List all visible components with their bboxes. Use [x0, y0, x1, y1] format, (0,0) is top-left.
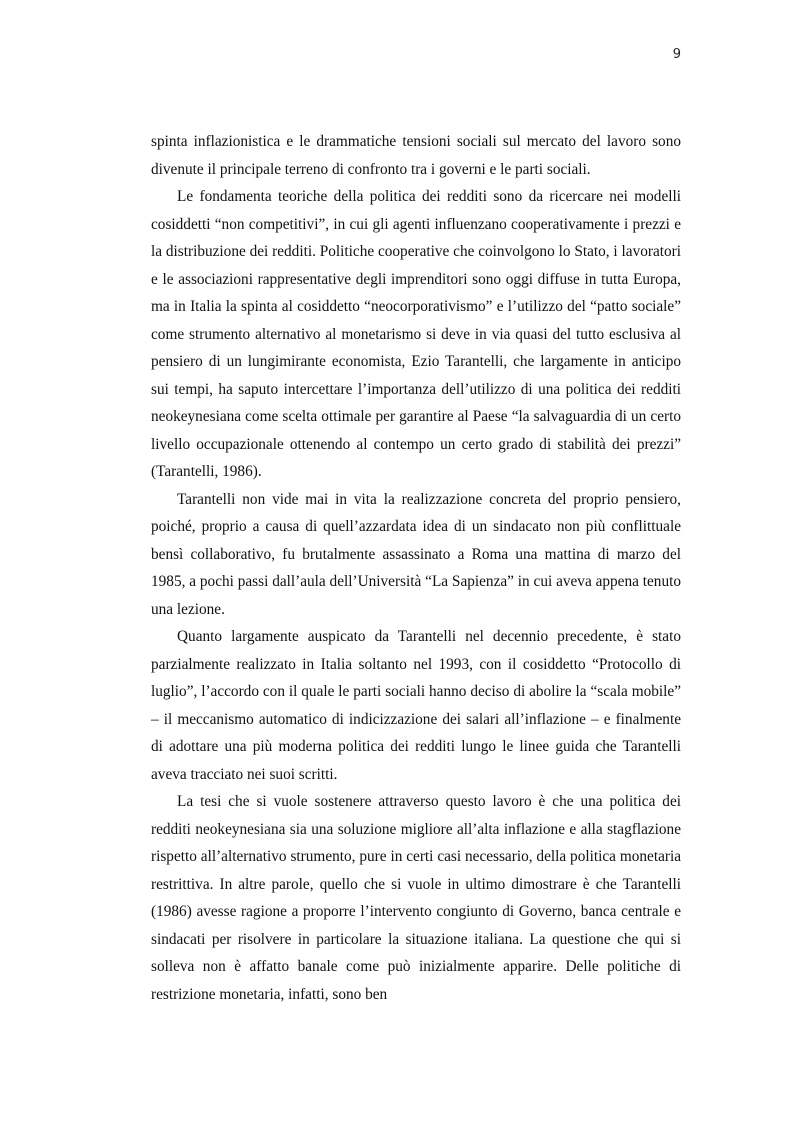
paragraph-tarantelli-death: Tarantelli non vide mai in vita la realizzazione concreta del proprio pensiero, poiché, proprio a causa di quell’azzardata idea di un sindacato non più conflittuale bensì collaborativo, fu brutalmente assassinato a Roma una mattina di marzo del 1985, a pochi passi dall’aula dell’Università “La Sapienza” in cui aveva appena tenuto una lezione.: [151, 490, 681, 618]
paragraph-july-protocol: Quanto largamente auspicato da Tarantelli nel decennio precedente, è stato parzialmente realizzato in Italia soltanto nel 1993, con il cosiddetto “Protocollo di luglio”, l’accordo con il quale le parti sociali hanno deciso di abolire la “scala mobile” – il meccanismo automatico di indicizzazione dei salari all’inflazione – e finalmente di adottare una più moderna politica dei redditi lungo le linee guida che Tarantelli aveva tracciato nei suoi scritti.: [151, 628, 681, 783]
paragraph-continuation: spinta inflazionistica e le drammatiche tensioni sociali sul mercato del lavoro sono divenute il principale terreno di confronto tra i governi e le parti sociali.: [151, 133, 681, 178]
paragraph-theoretical-foundations: Le fondamenta teoriche della politica dei redditi sono da ricercare nei modelli cosiddetti “non competitivi”, in cui gli agenti influenzano cooperativamente i prezzi e la distribuzione dei redditi. Politiche cooperative che coinvolgono lo Stato, i lavoratori e le associazioni rappresentative degli imprenditori sono oggi diffuse in tutta Europa, ma in Italia la spinta al cosiddetto “neocorporativismo” e l’utilizzo del “patto sociale” come strumento alternativo al monetarismo si deve in via quasi del tutto esclusiva al pensiero di un lungimirante economista, Ezio Tarantelli, che largamente in anticipo sui tempi, ha saputo intercettare l’importanza dell’utilizzo di una politica dei redditi neokeynesiana come scelta ottimale per garantire al Paese “la salvaguardia di un certo livello occupazionale ottenendo al contempo un certo grado di stabilità dei prezzi” (Tarantelli, 1986).: [151, 188, 681, 480]
page-number: 9: [672, 47, 681, 62]
body-text: [151, 128, 681, 1008]
paragraph-thesis: La tesi che si vuole sostenere attraverso questo lavoro è che una politica dei redditi neokeynesiana sia una soluzione migliore all’alta inflazione e alla stagflazione rispetto all’alternativo strumento, pure in certi casi necessario, della politica monetaria restrittiva. In altre parole, quello che si vuole in ultimo dimostrare è che Tarantelli (1986) avesse ragione a proporre l’intervento congiunto di Governo, banca centrale e sindacati per risolvere in particolare la situazione italiana. La questione che qui si solleva non è affatto banale come può inizialmente apparire. Delle politiche di restrizione monetaria, infatti, sono ben: [151, 793, 681, 1003]
